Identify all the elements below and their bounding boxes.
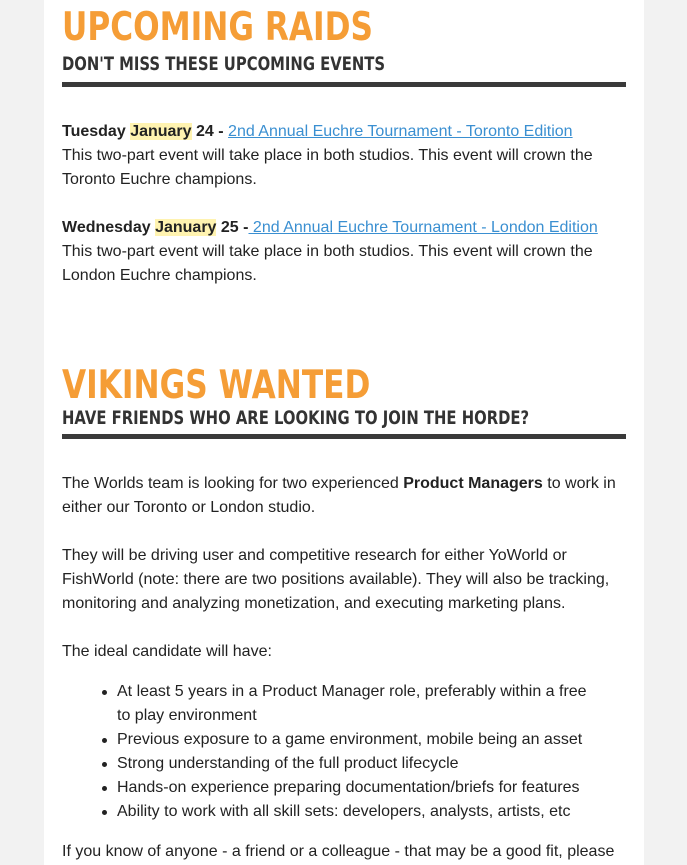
- list-item: Previous exposure to a game environment, mobile being an asset: [102, 728, 602, 752]
- candidate-intro: The ideal candidate will have:: [62, 643, 272, 660]
- event-date: 24 -: [196, 123, 224, 140]
- job-intro-text-end: to work in either our Toronto or London studio.: [62, 475, 616, 516]
- event-link-toronto[interactable]: 2nd Annual Euchre Tournament - Toronto Edition: [228, 123, 573, 140]
- event-day: Wednesday: [62, 219, 151, 236]
- vikings-wanted-subtitle: HAVE FRIENDS WHO ARE LOOKING TO JOIN THE HORDE?: [62, 407, 530, 429]
- upcoming-raids-title: UPCOMING RAIDS: [62, 5, 374, 50]
- list-item: Ability to work with all skill sets: developers, analysts, artists, etc: [102, 800, 602, 824]
- vikings-wanted-title: VIKINGS WANTED: [62, 363, 371, 408]
- job-role: Product Managers: [403, 475, 543, 492]
- event-description: This two-part event will take place in both studios. This event will crown the London Euchre champions.: [62, 243, 593, 284]
- event-day: Tuesday: [62, 123, 126, 140]
- event-month: January: [155, 219, 217, 236]
- event-item: [62, 216, 626, 288]
- newsletter-page: [44, 0, 644, 865]
- event-date: 25 -: [220, 219, 249, 236]
- upcoming-raids-subtitle: DON'T MISS THESE UPCOMING EVENTS: [62, 53, 386, 75]
- upcoming-raids-section: [62, 0, 626, 288]
- list-item: Hands-on experience preparing documentation/briefs for features: [102, 776, 602, 800]
- job-intro: [62, 472, 626, 520]
- job-intro-text: The Worlds team is looking for two experienced: [62, 475, 404, 492]
- section-divider: [62, 434, 626, 439]
- vikings-wanted-section: [62, 364, 626, 864]
- event-link-london[interactable]: 2nd Annual Euchre Tournament - London Edition: [248, 219, 598, 236]
- list-item: At least 5 years in a Product Manager role, preferably within a free to play environment: [102, 680, 602, 728]
- event-description: This two-part event will take place in both studios. This event will crown the Toronto Euchre champions.: [62, 147, 593, 188]
- event-item: [62, 120, 626, 192]
- job-description: They will be driving user and competitive research for either YoWorld or FishWorld (note: there are two positions available). They will also be tracking, monitoring and analyzing monetization, and executing marketing plans.: [62, 547, 610, 612]
- requirements-list: [102, 680, 602, 824]
- event-month: January: [130, 123, 192, 140]
- closing-text: If you know of anyone - a friend or a colleague - that may be a good fit, please: [62, 843, 615, 860]
- section-divider: [62, 82, 626, 87]
- list-item: Strong understanding of the full product lifecycle: [102, 752, 602, 776]
